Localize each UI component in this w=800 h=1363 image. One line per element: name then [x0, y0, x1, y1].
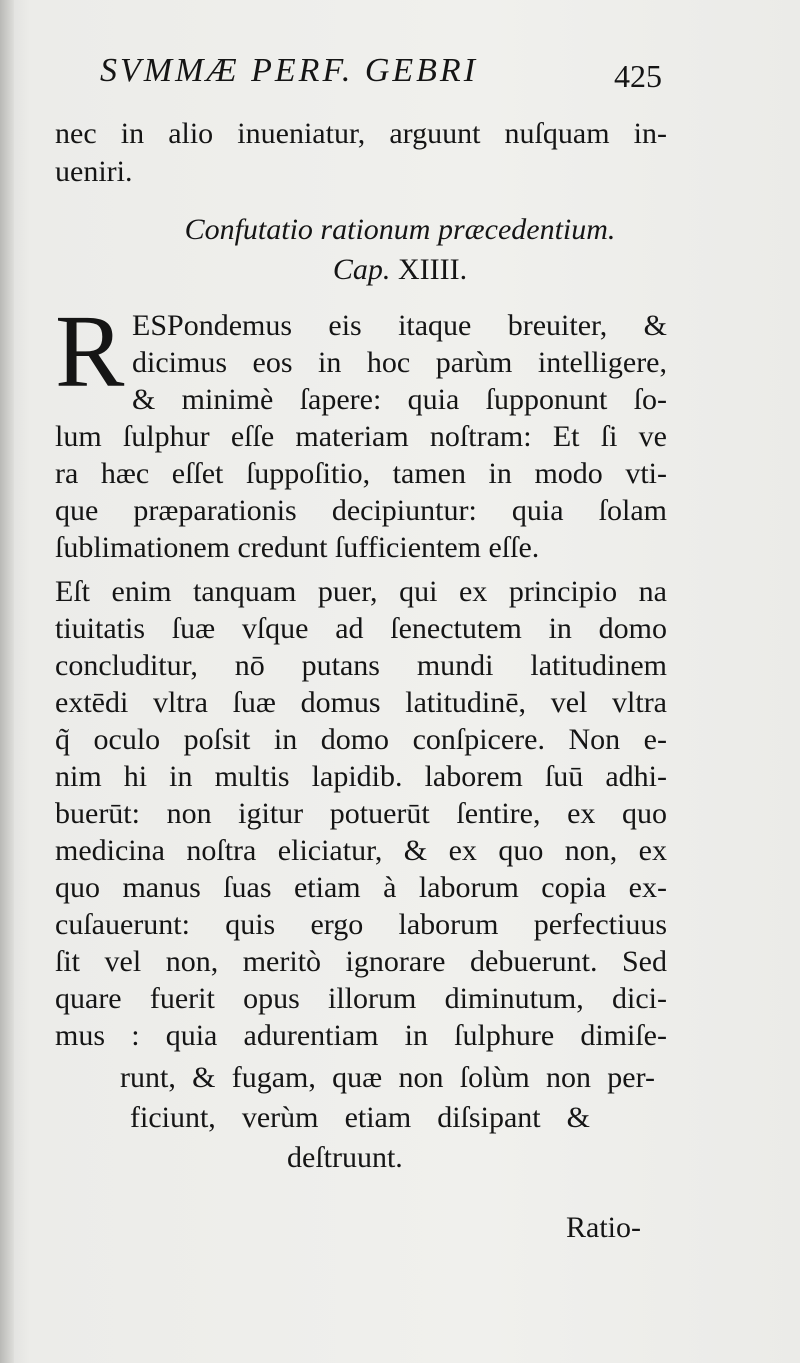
- text-line: concluditur, nō putans mundi latitudinem: [55, 649, 667, 682]
- text-line: quo manus ſuas etiam à laborum copia ex-: [55, 871, 667, 904]
- text-line: ra hæc eſſet ſuppoſitio, tamen in modo vti-: [55, 457, 667, 490]
- text-line: ueniri.: [55, 155, 133, 188]
- text-line: mus : quia adurentiam in ſulphure dimiſe-: [55, 1019, 667, 1052]
- text-line: tiuitatis ſuæ vſque ad ſenectutem in domo: [55, 612, 667, 645]
- text-line: ſublimationem credunt ſufficientem eſſe.: [55, 531, 540, 564]
- text-line: lum ſulphur eſſe materiam noſtram: Et ſi ve: [55, 420, 667, 453]
- text-line: q̃ oculo poſsit in domo conſpicere. Non e-: [55, 723, 667, 756]
- text-line: runt, & fugam, quæ non ſolùm non per-: [120, 1061, 655, 1094]
- text-line: cuſauerunt: quis ergo laborum perfectiuus: [55, 908, 667, 941]
- text-line: nec in alio inueniatur, arguunt nuſquam in-: [55, 117, 667, 150]
- page-header: [100, 52, 700, 102]
- text-line: dicimus eos in hoc parùm intelligere,: [132, 346, 667, 379]
- text-line: ſit vel non, meritò ignorare debuerunt. Sed: [55, 945, 667, 978]
- text-line: ESPondemus eis itaque breuiter, &: [132, 309, 667, 342]
- text-line: quare fuerit opus illorum diminutum, dici-: [55, 982, 667, 1015]
- text-line: Eſt enim tanquam puer, qui ex principio na: [55, 575, 667, 608]
- text-line: nim hi in multis lapidib. laborem ſuū adhi-: [55, 760, 667, 793]
- chapter-number: XIIII.: [397, 253, 468, 286]
- text-line: deſtruunt.: [287, 1141, 403, 1174]
- text-line: & minimè ſapere: quia ſupponunt ſo-: [132, 383, 667, 416]
- chapter-label: [0, 252, 800, 288]
- text-line: medicina noſtra eliciatur, & ex quo non, ex: [55, 834, 667, 867]
- catchword: Ratio-: [566, 1211, 641, 1244]
- text-line: que præparationis decipiuntur: quia ſolam: [55, 494, 667, 527]
- text-line: extēdi vltra ſuæ domus latitudinē, vel vltra: [55, 686, 667, 719]
- drop-cap: R: [55, 294, 125, 409]
- text-line: ficiunt, verùm etiam diſsipant &: [130, 1101, 590, 1134]
- running-title: SVMMÆ PERF. GEBRI: [100, 52, 479, 89]
- page-number: 425: [614, 58, 662, 94]
- text-line: buerūt: non igitur potuerūt ſentire, ex quo: [55, 797, 667, 830]
- chapter-abbrev: Cap.: [332, 253, 391, 286]
- section-heading: Confutatio rationum præcedentium.: [184, 213, 616, 246]
- page-gutter-shadow: [0, 0, 14, 1363]
